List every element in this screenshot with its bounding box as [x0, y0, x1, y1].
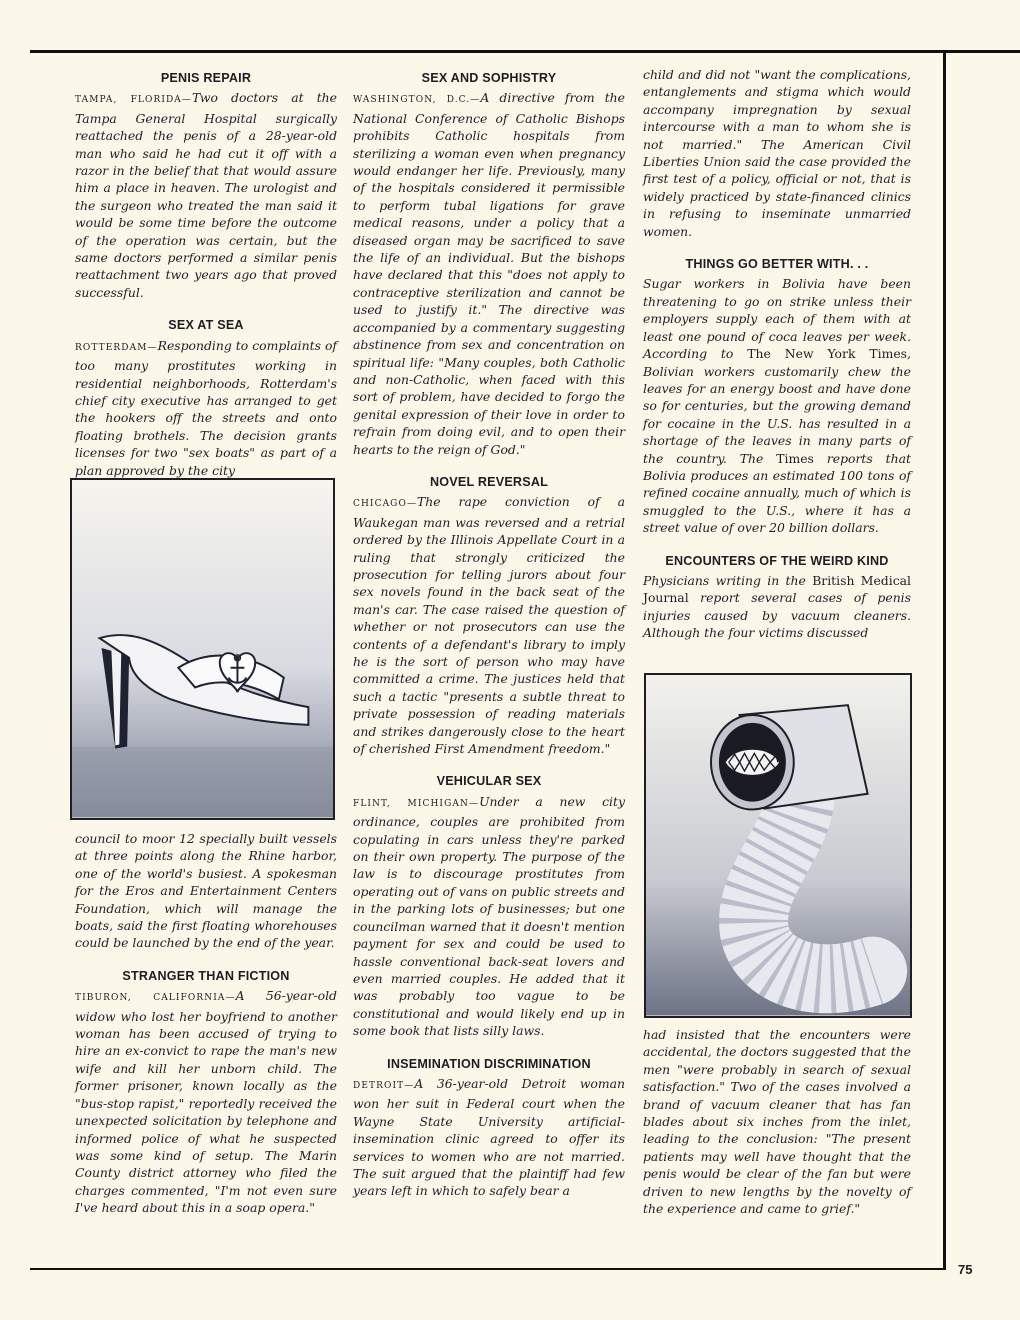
story-novel-reversal: [353, 493, 625, 757]
story-sex-at-sea-continued: council to moor 12 specially built vessels at three points along the Rhine harbor, one of the world's busiest. A spokesman for the Eros and Entertainment Centers Foundation, which will manage the boats, said the first floating whorehouses could be launched by the end of the year.: [75, 831, 337, 951]
story-sex-at-sea: [75, 337, 337, 479]
dateline: DETROIT—: [353, 1080, 415, 1091]
column-1: [75, 70, 337, 479]
story-body: A directive from the National Conference of Catholic Bishops prohibits Catholic hospitals from sterilizing a woman even when pregnancy would endanger her life. Previously, many of the hospitals considered it permissible to perform tubal ligations for grave medical reasons, under a policy that a diseased organ may be sacrificed to save the life of an individual. But the bishops have declared that this "does not apply to contraceptive sterilization and cannot be used to justify it." The directive was accompanied by a commentary suggesting abstinence from sex and concentration on spiritual life: "Many couples, both Catholic and non-Catholic, when faced with this sort of problem, have decided to forgo the genital expression of their love in order to refrain from doing evil, and to open their hearts to the reign of God.": [353, 90, 625, 457]
dateline: FLINT, MICHIGAN—: [353, 798, 480, 809]
page-number: 75: [958, 1262, 973, 1277]
story-sex-and-sophistry: [353, 89, 625, 458]
heading-novel-reversal: NOVEL REVERSAL: [429, 474, 549, 489]
heading-insemination-discrimination: INSEMINATION DISCRIMINATION: [387, 1056, 591, 1071]
story-penis-repair: [75, 89, 337, 301]
story-stranger-than-fiction: [75, 987, 337, 1216]
heading-stranger-than-fiction: STRANGER THAN FICTION: [122, 968, 290, 983]
publication-name: Times: [776, 450, 814, 466]
story-body: A 36-year-old Detroit woman won her suit in Federal court when the Wayne State University artificial-insemination clinic agreed to offer its services to women who are not married. The suit argued that the plaintiff had few years left in which to safely bear a: [353, 1075, 625, 1199]
story-body: Two doctors at the Tampa General Hospital surgically reattached the penis of a 28-year-old man who said he had cut it off with a razor in the belief that that would assure him a place in heaven. The urologist and the surgeon who treated the man said it would be some time before the outcome of the operation was certain, but the same doctors performed a similar penis reattachment two years ago that proved successful.: [75, 90, 337, 300]
bottom-rule: [30, 1268, 946, 1270]
dateline: WASHINGTON, D.C.—: [353, 95, 481, 106]
story-body: The rape conviction of a Waukegan man was reversed and a retrial ordered by the Illinois Appellate Court in a ruling that strongly criticized the prosecution for telling jurors about four sex novels found in the back seat of the man's car. The case raised the question of whether or not prosecutors can use the contents of a defendant's library to imply he is the sort of person who may have committed a crime. The justices held that such a tactic "presents a subtle threat to private possession of reading materials and strikes dangerously close to the heart of cherished First Amendment freedom.": [353, 494, 625, 757]
vacuum-illustration: [644, 673, 912, 1018]
story-body: reports that Bolivia produces an estimated 100 tons of refined cocaine annually, much of which is smuggled to the U.S., where it has a street value of over 20 billion dollars.: [643, 450, 911, 536]
heading-encounters: ENCOUNTERS OF THE WEIRD KIND: [665, 553, 889, 568]
story-body: report several cases of penis injuries caused by vacuum cleaners. Although the four victims discussed: [643, 590, 911, 641]
heading-things-go-better: THINGS GO BETTER WITH. . .: [685, 257, 869, 272]
story-vehicular-sex: [353, 793, 625, 1040]
heading-penis-repair: PENIS REPAIR: [160, 71, 252, 85]
story-encounters: [643, 572, 911, 642]
shoe-illustration: [70, 478, 335, 820]
high-heel-shoe-with-anchor-heart-illustration: [72, 480, 333, 818]
heading-vehicular-sex: VEHICULAR SEX: [436, 774, 542, 789]
column-1-continued: [75, 830, 337, 1217]
vacuum-hose-with-toothed-mouth-illustration: [646, 675, 910, 1016]
heading-sex-at-sea: SEX AT SEA: [168, 318, 244, 333]
story-body: Responding to complaints of too many prostitutes working in residential neighborhoods, Rotterdam's chief city executive has arranged to get the hookers off the streets and onto floating brothels. The decision grants licenses for two "sex boats" as part of a plan approved by the city: [75, 337, 337, 478]
right-rule: [943, 50, 946, 1270]
top-rule: [30, 50, 1020, 53]
publication-name: The New York Times: [747, 346, 908, 362]
dateline: TAMPA, FLORIDA—: [75, 95, 193, 106]
story-things-go-better: [643, 275, 911, 536]
dateline: CHICAGO—: [353, 499, 418, 510]
story-body: , Bolivian workers customarily chew the leaves for an energy boost and have done so for centuries, but the growing demand for cocaine in the U.S. has resulted in a shortage of the leaves in many parts of the country. The: [643, 346, 911, 466]
heading-sex-and-sophistry: SEX AND SOPHISTRY: [421, 71, 557, 85]
dateline: TIBURON, CALIFORNIA—: [75, 993, 236, 1004]
column-2: [353, 70, 625, 1200]
story-insemination-continued: child and did not "want the complications, entanglements and stigma which would accompany impregnation by sexual intercourse with a man to whom she is not married." The American Civil Liberties Union said the case provided the first test of a policy, official or not, that is widely practiced by state-financed clinics in refusing to inseminate unmarried women.: [643, 67, 911, 239]
story-insemination-discrimination: [353, 1075, 625, 1200]
story-encounters-continued: had insisted that the encounters were accidental, the doctors suggested that the men "were probably in search of sexual satisfaction." Two of the cases involved a brand of vacuum cleaner that has fan blades about six inches from the inlet, leading to the conclusion: "The present patients may well have thought that the penis would be clear of the fan but were driven to new lengths by the novelty of the experience and came to grief.": [643, 1027, 911, 1217]
story-body: Sugar workers in Bolivia have been threatening to go on strike unless their employers supply each of them with at least one pound of coca leaves per week. According to: [643, 276, 911, 362]
publication-name: British Medical Journal: [643, 572, 911, 606]
story-body: Under a new city ordinance, couples are prohibited from copulating in cars unless they're parked on their own property. The purpose of the law is to discourage prostitutes from operating out of vans on public streets and in the parking lots of businesses; but one councilman warned that it doesn't mention payment for sex and could be used to hassle conventional back-seat lovers and even married couples. He added that it was probably too vague to be constitutional and would likely end up in some book that lists silly laws.: [353, 793, 625, 1039]
column-3: [643, 66, 911, 642]
story-body: A 56-year-old widow who lost her boyfriend to another woman has been accused of trying to hire an ex-convict to rape the man's new wife and kill her unborn child. The former prisoner, known locally as the "bus-stop rapist," reportedly received the unexpected solicitation by telephone and informed police of what he suspected was some kind of setup. The Marin County district attorney who filed the charges commented, "I'm not even sure I've heard about this in a soap opera.": [75, 988, 337, 1216]
story-body: Physicians writing in the: [643, 572, 813, 588]
dateline: ROTTERDAM—: [75, 342, 158, 353]
column-3-continued: [643, 1026, 911, 1217]
